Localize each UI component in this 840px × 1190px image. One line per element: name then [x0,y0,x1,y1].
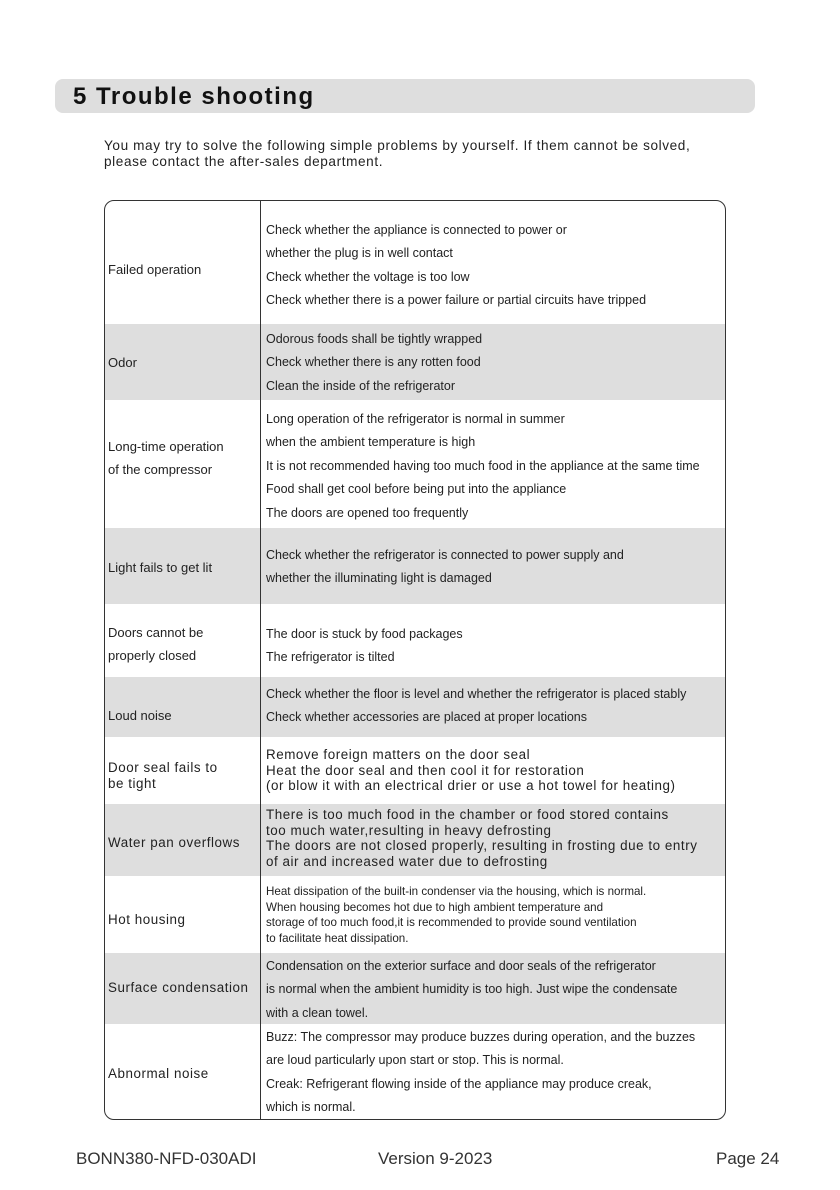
section-heading-bar [55,79,755,113]
solution-text: Check whether the refrigerator is connected to power supply and [266,548,624,562]
footer-page-number: Page 24 [716,1149,780,1168]
problem-text: Surface condensation [108,980,249,995]
problem-cell [108,980,258,996]
problem-text: Hot housing [108,912,186,927]
solution-text: Check whether the appliance is connected to power or [266,223,567,237]
table-row-door-seal [105,737,725,804]
solution-text: Check whether accessories are placed at proper locations [266,710,588,725]
solution-text: whether the plug is in well contact [266,246,453,261]
problem-text: be tight [108,775,157,791]
table-row-surface-condensation [105,953,725,1024]
problem-cell [108,351,258,374]
solution-text: Food shall get cool before being put into the appliance [266,482,567,497]
problem-text: properly closed [108,648,197,663]
solution-text: Creak: Refrigerant flowing inside of the appliance may produce creak, [266,1076,652,1091]
problem-cell [108,760,258,791]
solution-cell [266,955,726,1025]
section-title: 5 Trouble shooting [73,83,315,110]
solution-text: too much water,resulting in heavy defrosting [266,822,552,838]
solution-text: (or blow it with an electrical drier or use a hot towel for heating) [266,778,676,794]
footer-version: Version 9-2023 [378,1149,493,1168]
solution-text: Check whether the voltage is too low [266,269,470,284]
problem-text: Odor [108,355,137,370]
problem-text: of the compressor [108,462,213,477]
problem-text: Door seal fails to [108,760,218,775]
problem-text: Loud noise [108,708,172,723]
solution-cell [266,807,726,870]
solution-text: It is not recommended having too much food in the appliance at the same time [266,458,700,473]
problem-text: Abnormal noise [108,1066,209,1081]
problem-text: Doors cannot be [108,625,204,640]
solution-text: which is normal. [266,1100,356,1115]
solution-text: The doors are not closed properly, resulting in frosting due to entry [266,838,698,854]
intro-paragraph [104,138,744,170]
solution-text: Odorous foods shall be tightly wrapped [266,332,483,346]
solution-cell [266,219,726,313]
intro-line-1: You may try to solve the following simple problems by yourself. If them cannot be solved, [104,138,691,153]
problem-text: Long-time operation [108,439,224,454]
problem-text: Water pan overflows [108,835,241,850]
table-row-light-fails [105,528,725,604]
problem-text: Light fails to get lit [108,560,213,575]
column-divider [260,201,261,1119]
problem-cell [108,258,258,281]
problem-cell [108,1066,258,1082]
solution-text: The doors are opened too frequently [266,505,469,520]
solution-text: to facilitate heat dissipation. [266,931,409,945]
problem-cell [108,621,258,667]
table-row-hot-housing [105,876,725,953]
solution-cell [266,747,726,794]
solution-text: Heat the door seal and then cool it for restoration [266,762,585,778]
solution-text: whether the illuminating light is damaged [266,571,492,586]
solution-text: when the ambient temperature is high [266,435,476,450]
solution-cell [266,328,726,398]
solution-text: of air and increased water due to defrosting [266,854,548,870]
solution-text: are loud particularly upon start or stop. This is normal. [266,1053,564,1068]
problem-cell [108,835,258,851]
solution-text: Check whether there is any rotten food [266,355,481,370]
solution-text: The refrigerator is tilted [266,650,395,665]
table-row-doors-not-closed [105,604,725,677]
solution-text: Condensation on the exterior surface and door seals of the refrigerator [266,959,656,973]
solution-text: with a clean towel. [266,1005,369,1020]
table-row-abnormal-noise [105,1024,725,1120]
footer-model: BONN380-NFD-030ADI [76,1149,257,1168]
intro-line-2: please contact the after-sales department. [104,154,384,169]
solution-text: storage of too much food,it is recommended to provide sound ventilation [266,916,637,930]
table-row-loud-noise [105,677,725,737]
table-row-failed-operation [105,201,725,324]
solution-text: is normal when the ambient humidity is too high. Just wipe the condensate [266,982,678,997]
solution-text: Heat dissipation of the built-in condenser via the housing, which is normal. [266,885,647,898]
solution-cell [266,408,726,525]
solution-text: Check whether the floor is level and whether the refrigerator is placed stably [266,687,687,701]
table-row-water-pan [105,804,725,876]
solution-text: There is too much food in the chamber or food stored contains [266,807,669,822]
problem-text: Failed operation [108,262,202,277]
solution-text: Check whether there is a power failure or partial circuits have tripped [266,293,647,308]
solution-cell [266,683,726,730]
solution-text: Remove foreign matters on the door seal [266,747,531,762]
problem-cell [108,556,258,579]
solution-cell [266,544,726,591]
table-row-long-time-operation [105,400,725,528]
problem-cell [108,704,258,727]
problem-cell [108,435,258,481]
solution-cell [266,884,726,946]
solution-text: Buzz: The compressor may produce buzzes during operation, and the buzzes [266,1030,696,1044]
solution-cell [266,623,726,670]
table-row-odor [105,324,725,400]
solution-text: Long operation of the refrigerator is normal in summer [266,412,565,426]
troubleshooting-table [104,200,726,1120]
solution-cell [266,1026,726,1120]
solution-text: The door is stuck by food packages [266,627,463,641]
solution-text: When housing becomes hot due to high ambient temperature and [266,900,604,914]
solution-text: Clean the inside of the refrigerator [266,378,455,393]
problem-cell [108,912,258,928]
